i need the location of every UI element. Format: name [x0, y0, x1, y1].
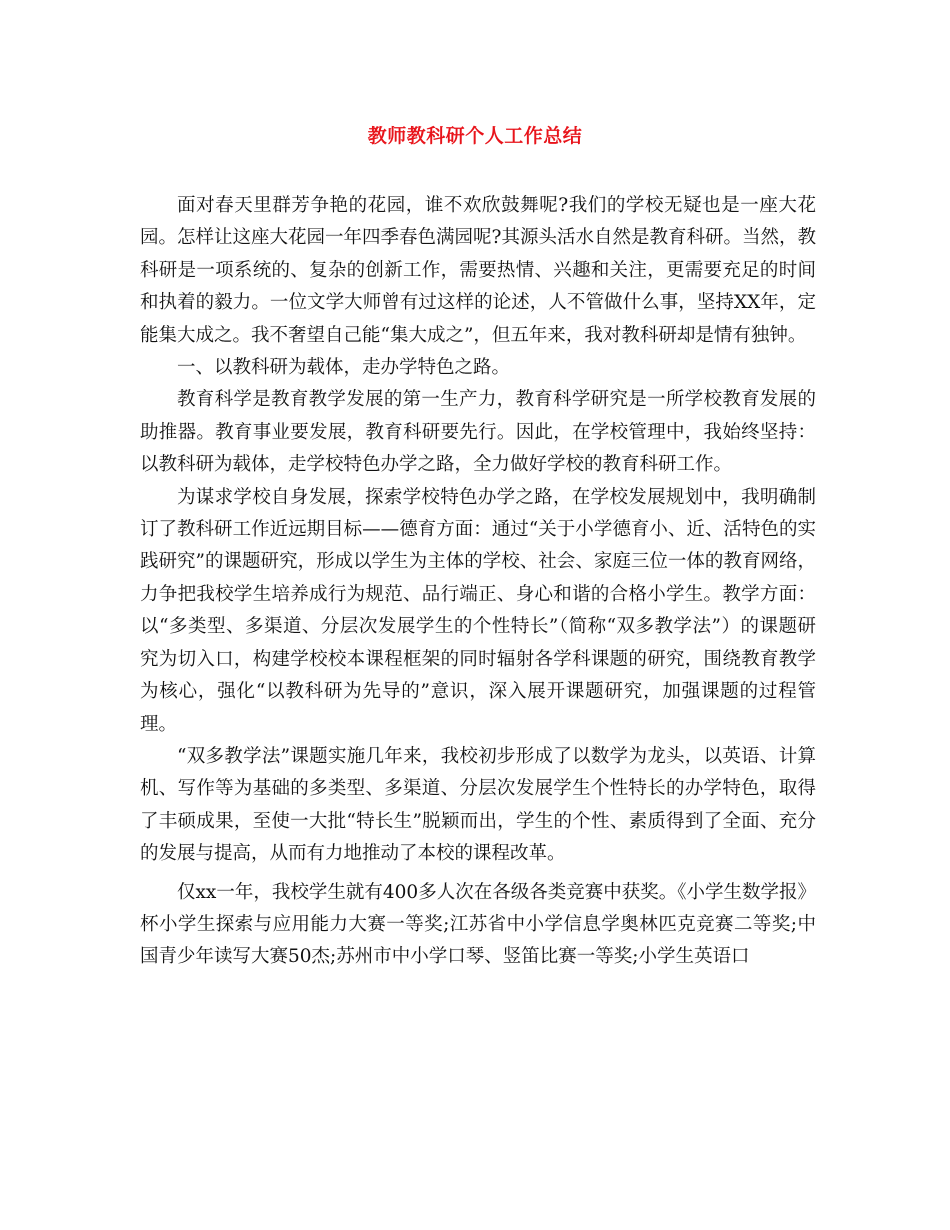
- paragraph-goals: 为谋求学校自身发展，探索学校特色办学之路，在学校发展规划中，我明确制订了教科研工作近远期目标——德育方面：通过“关于小学德育小、近、活特色的实践研究”的课题研究，形成以学生为主体的学校、社会、家庭三位一体的教育网络，力争把我校学生培养成行为规范、品行端正、身心和谐的合格小学生。教学方面：以“多类型、多渠道、分层次发展学生的个性特长”（简称“双多教学法”）的课题研究为切入口，构建学校校本课程框架的同时辐射各学科课题的研究，围绕教育教学为核心，强化“以教科研为先导的”意识，深入展开课题研究，加强课题的过程管理。: [140, 486, 816, 735]
- document-body: [140, 190, 816, 974]
- paragraph-intro: 面对春天里群芳争艳的花园，谁不欢欣鼓舞呢?我们的学校无疑也是一座大花园。怎样让这座大花园一年四季春色满园呢?其源头活水自然是教育科研。当然，教科研是一项系统的、复杂的创新工作，需要热情、兴趣和关注，更需要充足的时间和执着的毅力。一位文学大师曾有过这样的论述，人不管做什么事，坚持XX年，定能集大成之。我不奢望自己能“集大成之”，但五年来，我对教科研却是情有独钟。: [140, 195, 816, 346]
- paragraph-results: “双多教学法”课题实施几年来，我校初步形成了以数学为龙头，以英语、计算机、写作等为基础的多类型、多渠道、分层次发展学生个性特长的办学特色，取得了丰硕成果，至使一大批“特长生”脱颖而出，学生的个性、素质得到了全面、充分的发展与提高，从而有力地推动了本校的课程改革。: [140, 745, 816, 865]
- paragraph-research-productivity: 教育科学是教育教学发展的第一生产力，教育科学研究是一所学校教育发展的助推器。教育事业要发展，教育科研要先行。因此，在学校管理中，我始终坚持：以教科研为载体，走学校特色办学之路，全力做好学校的教育科研工作。: [140, 389, 816, 476]
- document-title: 教师教科研个人工作总结: [367, 125, 583, 147]
- paragraph-awards: 仅xx一年，我校学生就有400多人次在各级各类竞赛中获奖。《小学生数学报》杯小学生探索与应用能力大赛一等奖;江苏省中小学信息学奥林匹克竞赛二等奖;中国青少年读写大赛50杰;苏州市中小学口琴、竖笛比赛一等奖;小学生英语口: [140, 881, 816, 968]
- section-heading-1: 一、以教科研为载体，走办学特色之路。: [177, 357, 511, 379]
